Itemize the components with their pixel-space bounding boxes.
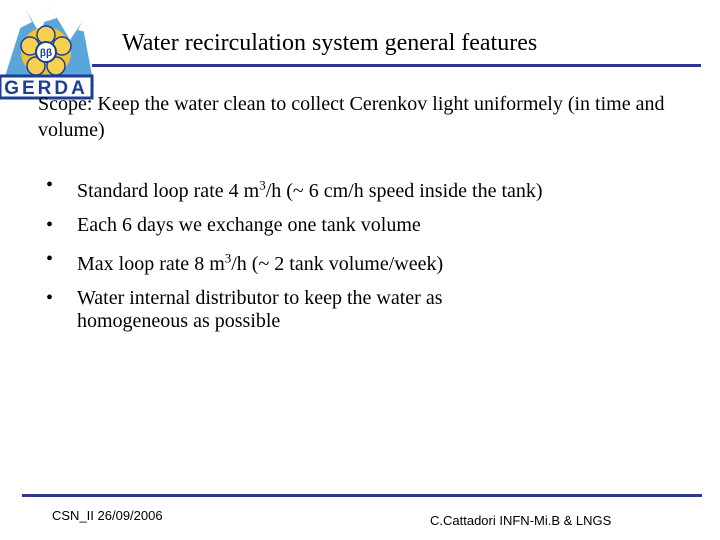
footer-author: C.Cattadori INFN-Mi.B & LNGS xyxy=(430,513,612,528)
bullet-item xyxy=(0,242,720,282)
bullet-list xyxy=(0,168,720,333)
bullet-item xyxy=(0,208,720,242)
bullet-text: Max loop rate 8 $m^3/h$ (~ 2 tank volume/week) xyxy=(77,250,444,276)
bullet-text: Each 6 days we exchange one tank volume xyxy=(77,213,421,236)
gerda-logo xyxy=(0,0,96,102)
scope-paragraph: Scope: Keep the water clean to collect Cerenkov light uniformely (in time and volume) xyxy=(38,93,665,141)
footer-date: CSN_II 26/09/2006 xyxy=(52,508,163,523)
logo-badge-text: ββ xyxy=(39,48,53,59)
bullet-text: Water internal distributor to keep the water as xyxy=(77,287,443,310)
bullet-text: Standard loop rate 4 $m^3/h$ (~ 6 cm/h speed inside the tank) xyxy=(77,177,543,202)
bullet-item xyxy=(0,168,720,208)
title-underline xyxy=(92,64,701,67)
slide-title: Water recirculation system general features xyxy=(122,30,538,56)
bullet-dot: • xyxy=(46,287,54,310)
bullet-dot: • xyxy=(46,247,54,270)
bullet-text-continuation: homogeneous as possible xyxy=(77,310,281,333)
footer-rule xyxy=(22,494,702,497)
bullet-item xyxy=(0,281,720,333)
logo-text: GERDA xyxy=(4,78,88,99)
bullet-dot: • xyxy=(46,174,54,196)
bullet-dot: • xyxy=(46,213,54,236)
